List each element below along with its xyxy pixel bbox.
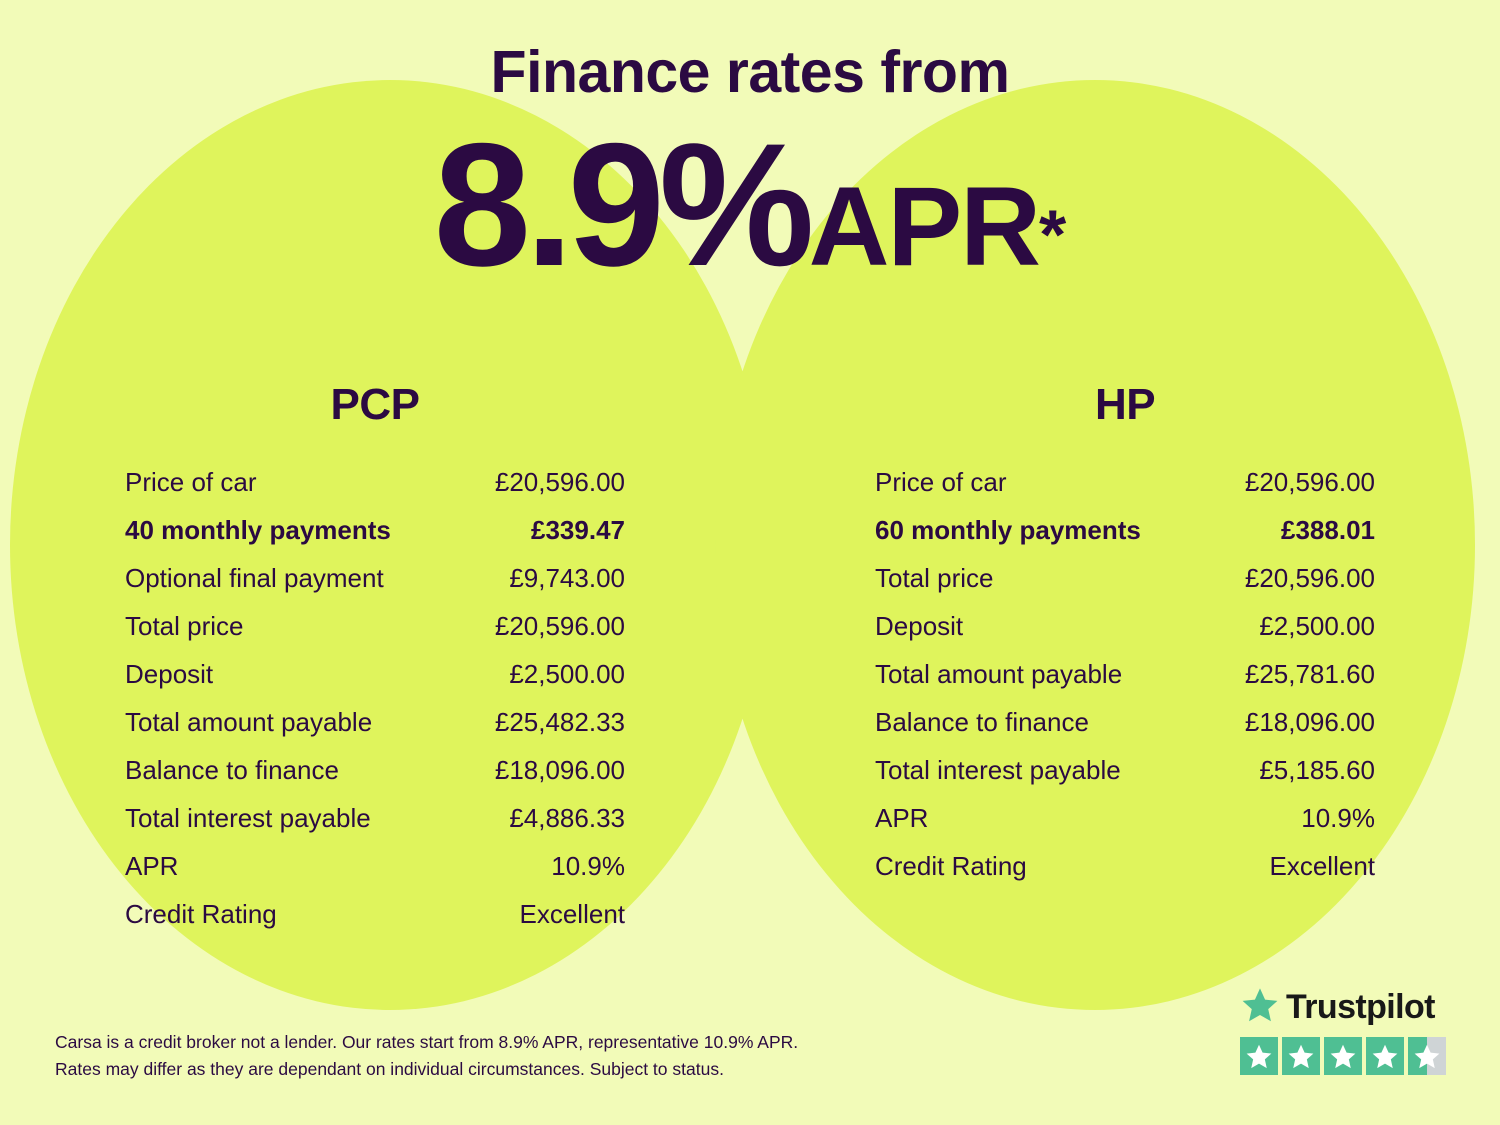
table-row <box>875 698 1375 746</box>
rate-asterisk: * <box>1039 195 1067 274</box>
row-label: Credit Rating <box>875 851 1027 881</box>
rate-value: 8.9% <box>433 108 809 303</box>
row-value: £4,886.33 <box>509 803 625 833</box>
row-label: Total price <box>125 611 244 641</box>
row-label: Balance to finance <box>875 707 1089 737</box>
row-value: Excellent <box>1269 851 1375 881</box>
table-row <box>875 794 1375 842</box>
disclaimer-line-2: Rates may differ as they are dependant on individual circumstances. Subject to status. <box>55 1058 724 1079</box>
rating-star-full <box>1282 1037 1320 1075</box>
row-value: £18,096.00 <box>1244 707 1375 737</box>
row-label: Balance to finance <box>125 755 339 785</box>
row-label: Total interest payable <box>125 803 371 833</box>
table-row <box>875 506 1375 554</box>
row-label: Total interest payable <box>875 755 1121 785</box>
rating-star-half <box>1408 1037 1446 1075</box>
row-value: Excellent <box>519 899 625 929</box>
row-value: £20,596.00 <box>1244 563 1375 593</box>
row-label: Credit Rating <box>125 899 277 929</box>
row-value: £9,743.00 <box>509 563 625 593</box>
table-row <box>875 746 1375 794</box>
disclaimer-line-1: Carsa is a credit broker not a lender. Our rates start from 8.9% APR, representative 10.9% APR. <box>55 1031 799 1052</box>
row-label: APR <box>125 851 179 881</box>
table-row <box>875 650 1375 698</box>
table-row <box>125 794 625 842</box>
row-label: APR <box>875 803 929 833</box>
table-row <box>875 458 1375 506</box>
table-row <box>875 554 1375 602</box>
row-label: 40 monthly payments <box>125 515 391 545</box>
trustpilot-star-icon <box>1240 986 1280 1029</box>
rating-star-full <box>1366 1037 1404 1075</box>
finance-tables <box>0 380 1500 938</box>
table-row <box>875 602 1375 650</box>
row-label: Price of car <box>875 467 1007 497</box>
table-row <box>125 842 625 890</box>
page-title: Finance rates from <box>490 39 1010 105</box>
row-label: Optional final payment <box>125 563 384 593</box>
row-value: 10.9% <box>551 851 625 881</box>
row-value: £18,096.00 <box>494 755 625 785</box>
finance-column-hp <box>750 380 1500 938</box>
rate-unit: APR <box>808 164 1040 289</box>
row-label: Total amount payable <box>125 707 373 737</box>
table-row <box>125 698 625 746</box>
column-title-pcp: PCP <box>330 380 420 429</box>
finance-column-pcp <box>0 380 750 938</box>
table-row <box>125 890 625 938</box>
row-value: £20,596.00 <box>494 611 625 641</box>
trustpilot-rating-stars <box>1240 1037 1450 1075</box>
table-row <box>125 506 625 554</box>
headline-rate <box>0 108 1500 303</box>
table-row <box>125 746 625 794</box>
row-value: £2,500.00 <box>1259 611 1375 641</box>
row-value: £20,596.00 <box>1244 467 1375 497</box>
row-value: 10.9% <box>1301 803 1375 833</box>
rating-star-full <box>1324 1037 1362 1075</box>
table-row <box>125 650 625 698</box>
row-value: £2,500.00 <box>509 659 625 689</box>
row-label: Total price <box>875 563 994 593</box>
table-row <box>125 554 625 602</box>
table-row <box>125 602 625 650</box>
row-value: £20,596.00 <box>494 467 625 497</box>
row-label: Deposit <box>125 659 214 689</box>
rating-star-full <box>1240 1037 1278 1075</box>
trustpilot-widget[interactable] <box>1240 986 1450 1075</box>
column-title-hp: HP <box>1094 380 1156 429</box>
table-row <box>875 842 1375 890</box>
row-label: Deposit <box>875 611 964 641</box>
row-value: £5,185.60 <box>1259 755 1375 785</box>
disclaimer <box>55 1029 798 1083</box>
trustpilot-name: Trustpilot <box>1286 988 1435 1026</box>
row-value: £339.47 <box>531 515 625 545</box>
row-value: £25,781.60 <box>1244 659 1375 689</box>
table-row <box>125 458 625 506</box>
row-label: Total amount payable <box>875 659 1123 689</box>
row-value: £25,482.33 <box>494 707 625 737</box>
row-label: Price of car <box>125 467 257 497</box>
row-label: 60 monthly payments <box>875 515 1141 545</box>
row-value: £388.01 <box>1281 515 1375 545</box>
